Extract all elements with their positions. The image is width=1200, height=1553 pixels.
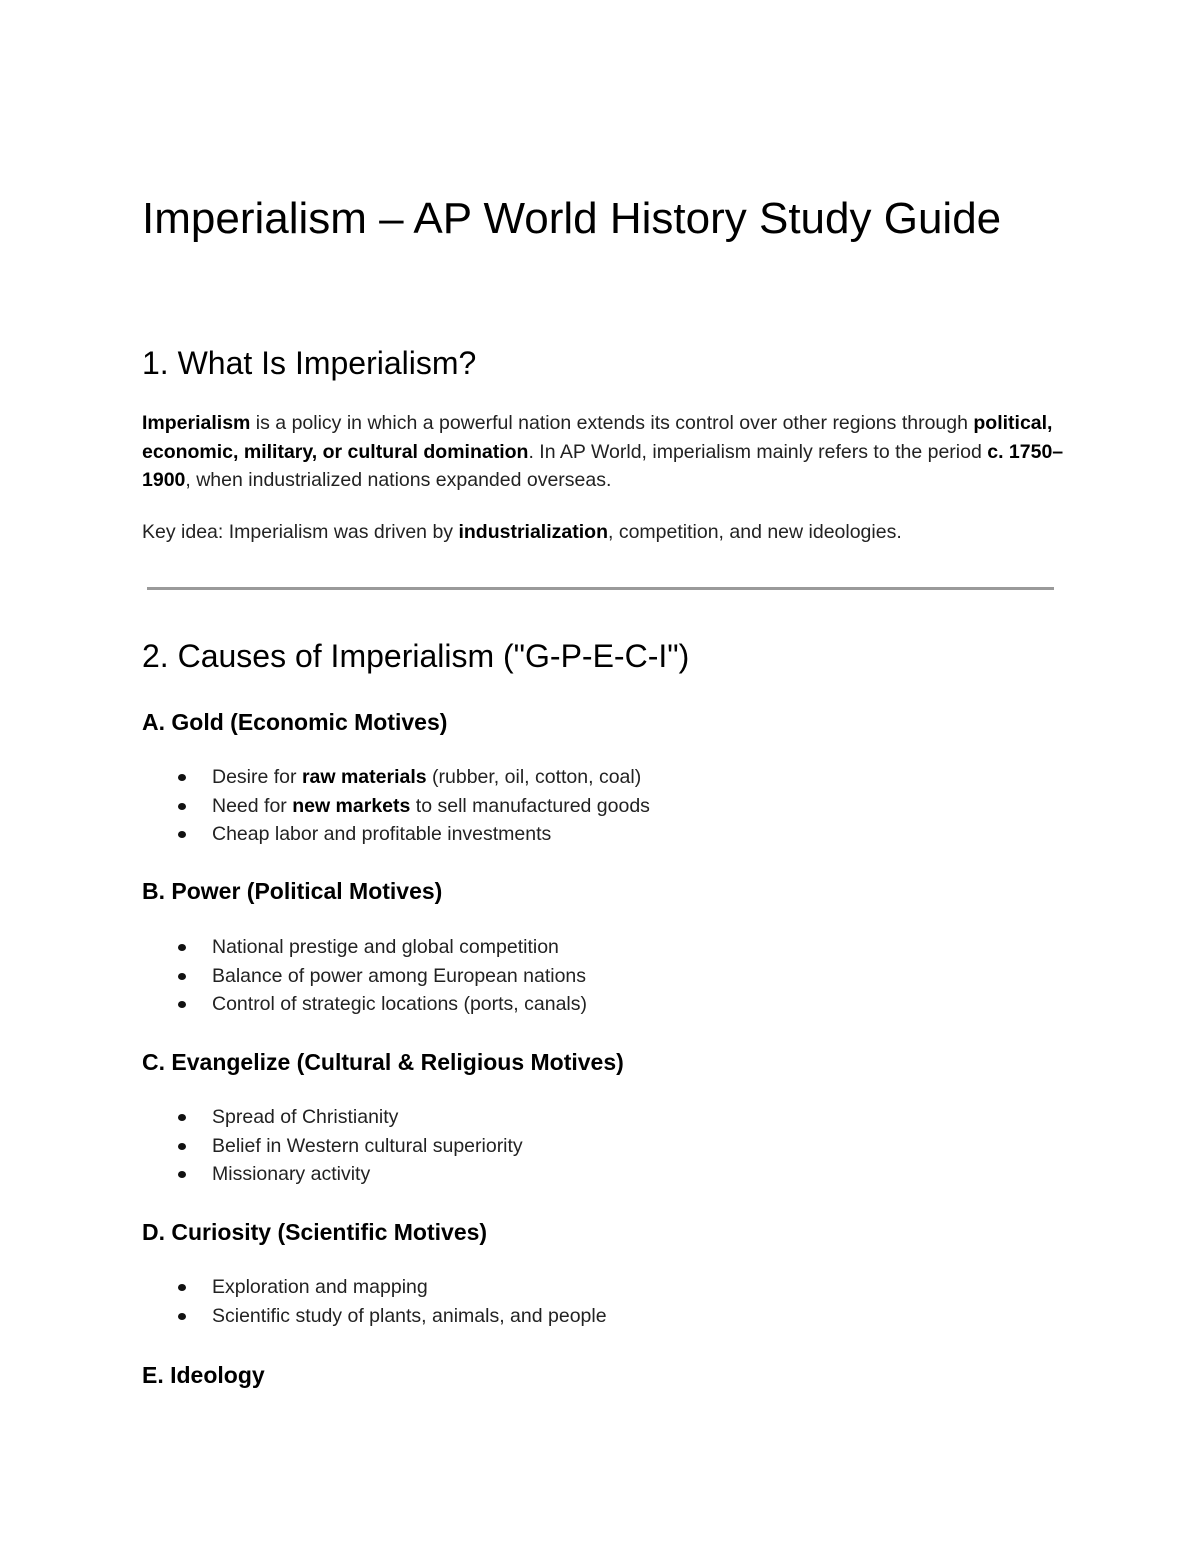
section-2-heading: 2. Causes of Imperialism ("G-P-E-C-I") — [142, 638, 690, 674]
term-industrialization: industrialization — [458, 521, 608, 543]
bullet-icon — [178, 1284, 186, 1291]
subsection-b-heading: B. Power (Political Motives) — [142, 878, 443, 904]
list-item: Control of strategic locations (ports, canals) — [142, 990, 587, 1019]
bullet-icon — [178, 803, 186, 810]
bullet-icon — [178, 774, 186, 781]
bullet-icon — [178, 1313, 186, 1320]
bullet-icon — [178, 1143, 186, 1150]
list-item: National prestige and global competition — [142, 933, 587, 962]
political-motives-list — [142, 933, 587, 1019]
subsection-a-heading: A. Gold (Economic Motives) — [142, 709, 448, 735]
bullet-icon — [178, 1114, 186, 1121]
subsection-e-heading: E. Ideology — [142, 1362, 265, 1388]
religious-motives-list — [142, 1103, 523, 1189]
time-period: c. 1750–1900 — [142, 440, 1064, 491]
bullet-icon — [178, 944, 186, 951]
list-item: Balance of power among European nations — [142, 962, 587, 991]
term-imperialism: Imperialism — [142, 412, 251, 434]
key-idea-paragraph: Key idea: Imperialism was driven by industrialization, competition, and new ideologies. — [142, 521, 902, 543]
list-item: Desire for raw materials (rubber, oil, cotton, coal) — [142, 763, 650, 792]
bullet-icon — [178, 1171, 186, 1178]
definition-paragraph: Imperialism is a policy in which a powerful nation extends its control over other regions through political, economic, military, or cultural domination. In AP World, imperialism mainly refers to the period c. 1750–1900, when industrialized nations expanded overseas. — [142, 412, 1064, 491]
horizontal-divider — [147, 587, 1054, 590]
domination-types: political, economic, military, or cultural domination — [142, 412, 1053, 463]
list-item: Spread of Christianity — [142, 1103, 523, 1132]
section-1-heading: 1. What Is Imperialism? — [142, 345, 477, 381]
bullet-icon — [178, 1001, 186, 1008]
list-item: Belief in Western cultural superiority — [142, 1132, 523, 1161]
scientific-motives-list — [142, 1273, 607, 1330]
list-item: Cheap labor and profitable investments — [142, 820, 650, 849]
bullet-icon — [178, 831, 186, 838]
document-title: Imperialism – AP World History Study Guide — [142, 194, 1002, 243]
bullet-icon — [178, 973, 186, 980]
list-item: Missionary activity — [142, 1160, 523, 1189]
list-item: Exploration and mapping — [142, 1273, 607, 1302]
subsection-c-heading: C. Evangelize (Cultural & Religious Motives) — [142, 1049, 624, 1075]
subsection-d-heading: D. Curiosity (Scientific Motives) — [142, 1219, 488, 1245]
economic-motives-list — [142, 763, 650, 849]
list-item: Scientific study of plants, animals, and people — [142, 1302, 607, 1331]
list-item: Need for new markets to sell manufactured goods — [142, 792, 650, 821]
